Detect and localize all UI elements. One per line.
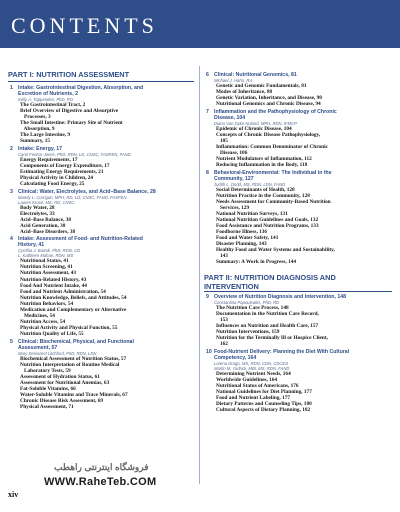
toc-entry: Nutrient Modulators of Inflammation, 112 bbox=[216, 155, 312, 162]
watermark-url: WWW.RaheTeb.COM bbox=[44, 476, 157, 488]
toc-entry: Laboratory Tests, 59 bbox=[20, 367, 71, 374]
toc-entry: Nutrition Screening, 41 bbox=[20, 264, 73, 271]
chapter-number: 8 bbox=[206, 169, 209, 176]
toc-entry: Influences on Nutrition and Health Care, 157 bbox=[216, 322, 319, 329]
chapter-title: Behavioral-Environmental: The Individual in the bbox=[214, 169, 332, 176]
chapter-title: Overview of Nutrition Diagnosis and Intervention, 148 bbox=[214, 293, 347, 300]
toc-entry: Processes, 3 bbox=[20, 114, 51, 121]
toc-entry: The Large Intestine, 9 bbox=[20, 132, 71, 139]
toc-entry: Fat-Soluble Vitamins, 66 bbox=[20, 385, 76, 392]
toc-entry: Nutrition Practice in the Community, 128 bbox=[216, 192, 310, 199]
toc-entry: Body Water, 28 bbox=[20, 204, 55, 211]
toc-entry: Summary, 15 bbox=[20, 138, 51, 145]
toc-entry: Summary: A Work in Progress, 144 bbox=[216, 259, 297, 266]
chapter-author: L. Kathleen Mahan, RDN, MS bbox=[18, 253, 74, 259]
chapter-author: Lauren Kruse, MS, RD, CNSC bbox=[18, 199, 75, 205]
toc-entry: Determining Nutrient Needs, 164 bbox=[216, 370, 291, 377]
toc-entry: Nutrition Interventions, 159 bbox=[216, 328, 280, 335]
chapter-author: Diana Van Dyke Noland, MPH, RDN, IFMCP bbox=[214, 120, 297, 126]
part-rule bbox=[204, 291, 392, 292]
toc-entry: Foodborne Illness, 136 bbox=[216, 228, 268, 235]
toc-entry: Reducing Inflammation in the Body, 118 bbox=[216, 162, 308, 168]
chapter-number: 10 bbox=[206, 348, 212, 355]
chapter-number: 5 bbox=[10, 338, 13, 345]
part-heading: INTERVENTION bbox=[204, 281, 259, 291]
chapter-number: 3 bbox=[10, 188, 13, 195]
toc-entry: Physical Activity in Children, 24 bbox=[20, 175, 94, 181]
chapter-title: Intake: Gastrointestinal Digestion, Absorption, and bbox=[18, 85, 144, 91]
chapter-title: Clinical: Biochemical, Physical, and Functional bbox=[18, 338, 134, 345]
chapter-title: Clinical: Water, Electrolytes, and Acid–Base Balance, 28 bbox=[18, 188, 156, 195]
toc-entry: Food and Nutrient Labeling, 177 bbox=[216, 394, 291, 401]
toc-entry: Cultural Aspects of Dietary Planning, 182 bbox=[216, 406, 311, 413]
toc-entry: The Small Intestine: Primary Site of Nutrient bbox=[20, 120, 123, 127]
toc-entry: Nutrition Knowledge, Beliefs, and Attitudes, 54 bbox=[20, 294, 127, 301]
chapter-author: Michael J. Hahn, RA bbox=[214, 78, 253, 83]
toc-entry: 162 bbox=[216, 341, 228, 347]
toc-entry: Documentation in the Nutrition Care Record, bbox=[216, 310, 319, 317]
chapter-author: Cynthia J. Bartok, PhD, RDN, CD bbox=[18, 248, 81, 254]
chapter-author: Mandy L. Corrigan, MPH, RD, LD, CNSC, FAND, FASPEN bbox=[18, 194, 127, 200]
toc-entry: Assessment of Hydration Status, 61 bbox=[20, 373, 100, 380]
chapter-title: Intake: Assessment of Food- and Nutrition-Related bbox=[18, 236, 143, 243]
toc-entry: Energy Requirements, 17 bbox=[20, 156, 78, 163]
toc-entry: Physical Assessment, 71 bbox=[20, 403, 74, 410]
toc-entry: Worldwide Guidelines, 164 bbox=[216, 376, 278, 383]
toc-entry: Nutrition for the Terminally Ill or Hospice Client, bbox=[216, 334, 328, 341]
toc-entry: Electrolytes, 33 bbox=[20, 210, 55, 217]
toc-entry: Absorption, 9 bbox=[20, 126, 55, 133]
toc-entry: National Guidelines for Diet Planning, 177 bbox=[216, 388, 312, 395]
toc-entry: 143 bbox=[216, 253, 228, 260]
toc-entry: Water-Soluble Vitamins and Trace Minerals, 67 bbox=[20, 391, 128, 398]
chapter-title: Inflammation and the Pathophysiology of Chronic bbox=[214, 108, 337, 115]
part-rule bbox=[8, 81, 194, 82]
toc-entry: Disease, 106 bbox=[216, 149, 248, 156]
toc-entry: Nutritional Status, 41 bbox=[20, 258, 69, 265]
toc-entry: Food and Water Safety, 141 bbox=[216, 234, 279, 241]
page-number: xiv bbox=[8, 490, 19, 499]
chapter-title-cont: Excretion of Nutrients, 2 bbox=[18, 91, 78, 97]
chapter-title: Intake: Energy, 17 bbox=[18, 145, 63, 152]
toc-entry: Dietary Patterns and Counseling Tips, 180 bbox=[216, 400, 312, 407]
contents-banner bbox=[0, 0, 400, 48]
chapter-title: Clinical: Nutritional Genomics, 81 bbox=[214, 72, 297, 78]
chapter-author: Judith L. Dodd, MS, RDN, LDN, FAND bbox=[214, 181, 286, 187]
toc-entry: Biochemical Assessment of Nutrition Status, 57 bbox=[20, 355, 127, 362]
toc-entry: Components of Energy Expenditure, 17 bbox=[20, 162, 110, 169]
toc-entry: National Nutrition Guidelines and Goals, 132 bbox=[216, 216, 319, 223]
column-divider bbox=[199, 66, 200, 484]
toc-entry: Genetic and Genomic Fundamentals, 81 bbox=[216, 83, 307, 89]
toc-entry: Needs Assessment for Community-Based Nutrition bbox=[216, 198, 331, 205]
chapter-number: 1 bbox=[10, 85, 13, 91]
toc-entry: Assessment for Nutritional Anemias, 63 bbox=[20, 379, 110, 386]
toc-entry: Nutrition Quality of Life, 55 bbox=[20, 330, 84, 337]
toc-entry: Concepts of Chronic Disease Pathophysiology, bbox=[216, 131, 321, 138]
toc-entry: Medication and Complementary or Alternative bbox=[20, 306, 127, 313]
toc-entry: The Nutrition Care Process, 148 bbox=[216, 304, 289, 311]
chapter-author: Kelly A. Tappenden, PhD, RD bbox=[18, 97, 73, 102]
chapter-title: Food-Nutrient Delivery: Planning the Diet With Cultural bbox=[214, 348, 350, 355]
toc-entry: Social Determinants of Health, 128 bbox=[216, 186, 295, 193]
chapter-title-cont: Community, 127 bbox=[214, 175, 254, 182]
toc-entry: Chronic Disease Risk Assessment, 69 bbox=[20, 397, 104, 404]
chapter-author: Martin M. Yadrick, MBI, MS, RDN, FAND bbox=[214, 365, 290, 371]
chapter-author: Mary Demarest Litchford, PhD, RDN, LDN bbox=[18, 350, 97, 356]
toc-entry: Genetic Variation, Inheritance, and Disease, 90 bbox=[216, 95, 322, 102]
toc-entry: Nutrition Assessment, 43 bbox=[20, 270, 77, 277]
toc-entry: Acid–Base Disorders, 38 bbox=[20, 228, 76, 235]
chapter-number: 4 bbox=[10, 236, 13, 243]
toc-entry: Food and Nutrient Administration, 54 bbox=[20, 288, 106, 295]
toc-entry: The Gastrointestinal Tract, 2 bbox=[20, 102, 86, 108]
chapter-title-cont: Assessment, 57 bbox=[18, 344, 58, 351]
toc-entry: Nutrition Access, 54 bbox=[20, 318, 66, 325]
toc-entry: Estimating Energy Requirements, 21 bbox=[20, 168, 104, 175]
toc-entry: Modes of Inheritance, 88 bbox=[216, 89, 273, 96]
toc-entry: Calculating Food Energy, 25 bbox=[20, 181, 85, 188]
toc-entry: National Nutrition Surveys, 131 bbox=[216, 210, 288, 217]
watermark-persian: فروشگاه اینترنتی راهطب bbox=[54, 462, 149, 472]
toc-entry: Services, 129 bbox=[216, 204, 250, 211]
toc-entry: Brief Overview of Digestive and Absorptive bbox=[20, 108, 119, 115]
toc-entry: Food Assistance and Nutrition Programs, 133 bbox=[216, 222, 319, 229]
chapter-author: Carol Fenton-Jones, PhD, RDN, LD, CNSC, FASPEN, FAND bbox=[18, 151, 131, 157]
toc-entry: Inflammation: Common Denominator of Chronic bbox=[216, 143, 328, 150]
toc-entry: 153 bbox=[216, 316, 228, 323]
chapter-title-cont: Disease, 104 bbox=[214, 114, 246, 121]
chapter-number: 9 bbox=[206, 293, 209, 300]
part-heading: PART I: NUTRITION ASSESSMENT bbox=[8, 70, 130, 79]
toc-entry: Food And Nutrient Intake, 44 bbox=[20, 282, 87, 289]
toc-entry: Nutrition Interpretation of Routine Medical bbox=[20, 361, 120, 368]
part-heading: PART II: NUTRITION DIAGNOSIS AND bbox=[204, 272, 336, 282]
toc-entry: Nutritional Status of Americans, 176 bbox=[216, 382, 299, 389]
toc-entry: 105 bbox=[216, 137, 228, 144]
chapter-number: 7 bbox=[206, 108, 209, 115]
toc-entry: Physical Activity and Physical Function, 55 bbox=[20, 324, 118, 331]
page-title: CONTENTS bbox=[11, 13, 158, 38]
chapter-title-cont: History, 41 bbox=[18, 242, 45, 249]
chapter-author: Lorena Drago, MS, RDN, CDN, CDCES bbox=[214, 360, 288, 366]
toc-entry: Nutrition-Related History, 43 bbox=[20, 276, 87, 283]
toc-entry: Nutrition Behaviors, 54 bbox=[20, 300, 74, 307]
toc-entry: Healthy Food and Water Systems and Sustainability, bbox=[216, 247, 335, 254]
toc-entry: Disaster Planning, 143 bbox=[216, 241, 267, 247]
chapter-number: 2 bbox=[10, 145, 13, 152]
chapter-number: 6 bbox=[206, 72, 209, 78]
toc-entry: Acid Generation, 38 bbox=[20, 222, 66, 229]
toc-entry: Epidemic of Chronic Disease, 104 bbox=[216, 125, 292, 132]
chapter-author: Constantina Papoutsakis, PhD, RD bbox=[214, 299, 280, 305]
chapter-title-cont: Competency, 164 bbox=[214, 354, 257, 361]
toc-entry: Nutritional Genomics and Chronic Disease, 94 bbox=[216, 101, 321, 108]
toc-entry: Acid–Base Balance, 38 bbox=[20, 216, 72, 223]
toc-entry: Medicines, 54 bbox=[20, 312, 55, 319]
